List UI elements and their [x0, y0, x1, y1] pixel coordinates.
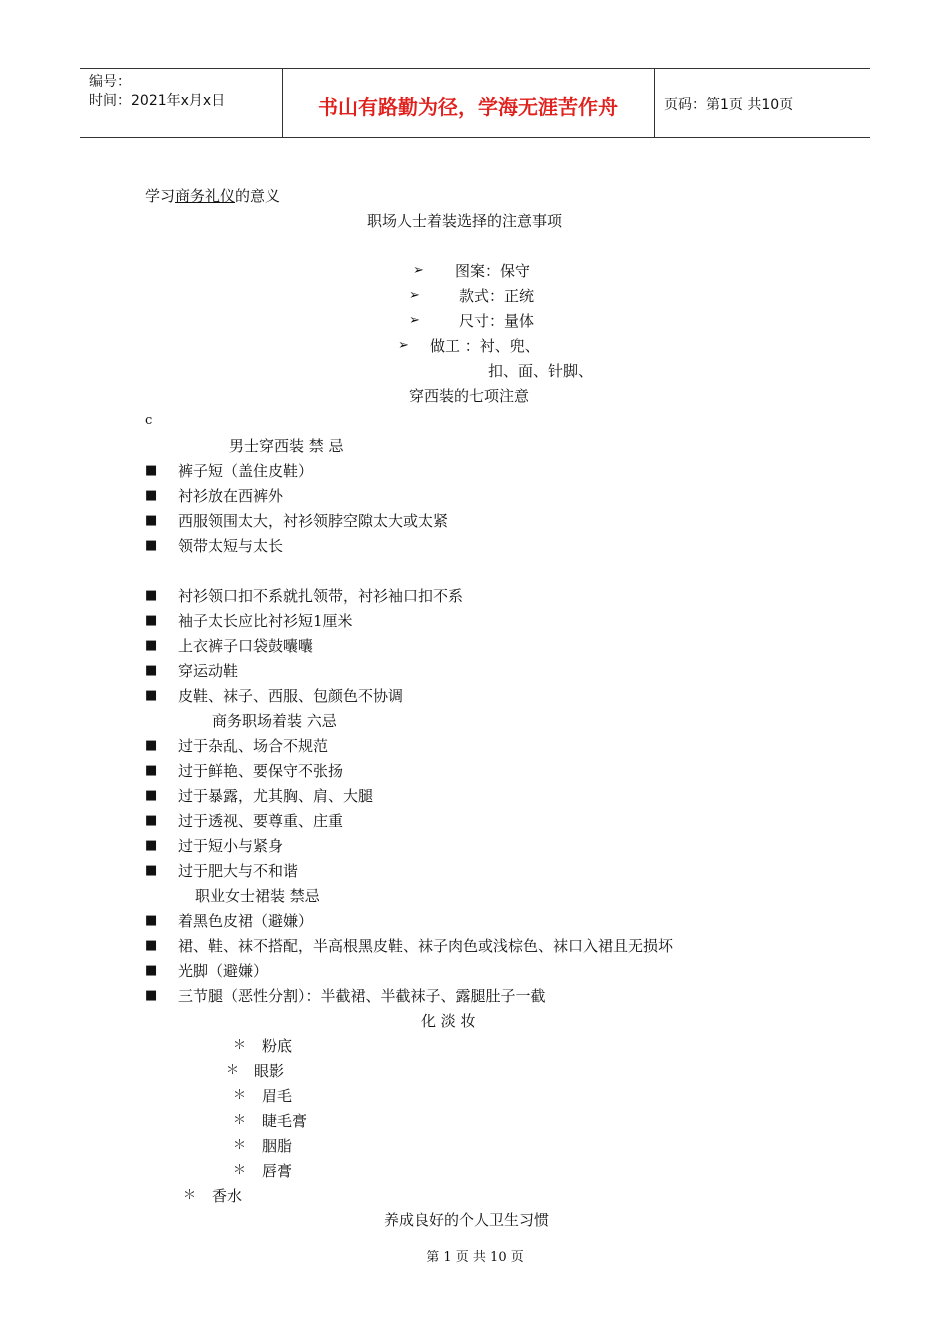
- men-item: 衬衫领口扣不系就扎领带，衬衫袖口扣不系: [178, 587, 464, 605]
- makeup-item: 粉底: [262, 1037, 293, 1055]
- page-header: [80, 68, 870, 138]
- biz-item: 过于透视、要尊重、庄重: [178, 812, 344, 830]
- square-bullet: ■: [145, 488, 158, 503]
- men-item: 上衣裤子口袋鼓囔囔: [178, 637, 314, 655]
- header-motto: 书山有路勤为径，学海无涯苦作舟: [318, 95, 618, 119]
- square-bullet: ■: [145, 588, 158, 603]
- star-bullet: ＊: [226, 1063, 240, 1078]
- biz-item: 过于短小与紧身: [178, 837, 284, 855]
- men-item: 袖子太长应比衬衫短1厘米: [178, 612, 353, 630]
- biz-item: 过于杂乱、场合不规范: [178, 737, 329, 755]
- women-item: 三节腿（恶性分割）：半截裙、半截袜子、露腿肚子一截: [178, 987, 546, 1005]
- attire-item: 款式：正统: [459, 287, 535, 305]
- biz-item: 过于肥大与不和谐: [178, 862, 299, 880]
- square-bullet: ■: [145, 863, 158, 878]
- makeup-title: 化 淡 妆: [421, 1012, 476, 1030]
- intro-suffix: 的意义: [235, 187, 281, 205]
- square-bullet: ■: [145, 513, 158, 528]
- men-item: 衬衫放在西裤外: [178, 487, 284, 505]
- header-page-label: 页码：第1页 共10页: [664, 97, 794, 113]
- square-bullet: ■: [145, 663, 158, 678]
- square-bullet: ■: [145, 738, 158, 753]
- attire-item: 做工 ：衬、兜、: [430, 337, 540, 355]
- attire-item: 图案：保守: [455, 262, 531, 280]
- time-label: 时间：2021年x月x日: [89, 93, 226, 109]
- square-bullet: ■: [145, 688, 158, 703]
- square-bullet: ■: [145, 963, 158, 978]
- square-bullet: ■: [145, 988, 158, 1003]
- header-divider: [654, 69, 655, 137]
- star-bullet: ＊: [183, 1188, 197, 1203]
- attire-item-cont: 扣、面、针脚、: [488, 362, 594, 380]
- square-bullet: ■: [145, 613, 158, 628]
- women-title: 职业女士裙装 禁忌: [195, 887, 320, 905]
- makeup-item: 眼影: [254, 1062, 285, 1080]
- star-bullet: ＊: [233, 1113, 247, 1128]
- intro-link[interactable]: 商务礼仪: [175, 187, 236, 205]
- square-bullet: ■: [145, 538, 158, 553]
- intro-line: [145, 186, 280, 206]
- square-bullet: ■: [145, 788, 158, 803]
- arrow-bullet: ➢: [398, 338, 409, 353]
- men-item: 领带太短与太长: [178, 537, 284, 555]
- arrow-bullet: ➢: [409, 288, 420, 303]
- women-item: 裙、鞋、袜不搭配，半高根黑皮鞋、袜子肉色或浅棕色、袜口入裙且无损坏: [178, 937, 674, 955]
- square-bullet: ■: [145, 813, 158, 828]
- biz-item: 过于鲜艳、要保守不张扬: [178, 762, 344, 780]
- star-bullet: ＊: [233, 1138, 247, 1153]
- header-meta: [89, 73, 225, 111]
- makeup-item: 唇膏: [262, 1162, 293, 1180]
- arrow-bullet: ➢: [409, 313, 420, 328]
- makeup-item: 胭脂: [262, 1137, 293, 1155]
- square-bullet: ■: [145, 638, 158, 653]
- suit-title: 穿西装的七项注意: [409, 387, 530, 405]
- arrow-bullet: ➢: [413, 263, 424, 278]
- intro-prefix: 学习: [145, 187, 176, 205]
- makeup-item: 睫毛膏: [262, 1112, 308, 1130]
- star-bullet: ＊: [233, 1088, 247, 1103]
- attire-title: 职场人士着装选择的注意事项: [367, 212, 563, 230]
- number-label: 编号：: [89, 74, 131, 90]
- stray-char: c: [145, 413, 153, 428]
- square-bullet: ■: [145, 463, 158, 478]
- square-bullet: ■: [145, 763, 158, 778]
- makeup-item: 香水: [212, 1187, 243, 1205]
- page-footer: 第 1 页 共 10 页: [426, 1250, 524, 1265]
- women-item: 着黑色皮裙（避嫌）: [178, 912, 314, 930]
- men-title: 男士穿西装 禁 忌: [229, 437, 344, 455]
- square-bullet: ■: [145, 838, 158, 853]
- attire-item: 尺寸：量体: [459, 312, 535, 330]
- star-bullet: ＊: [233, 1163, 247, 1178]
- biz-title: 商务职场着装 六忌: [212, 712, 337, 730]
- square-bullet: ■: [145, 913, 158, 928]
- makeup-item: 眉毛: [262, 1087, 293, 1105]
- men-item: 裤子短（盖住皮鞋）: [178, 462, 314, 480]
- star-bullet: ＊: [233, 1038, 247, 1053]
- hygiene-title: 养成良好的个人卫生习惯: [384, 1211, 550, 1229]
- men-item: 皮鞋、袜子、西服、包颜色不协调: [178, 687, 404, 705]
- women-item: 光脚（避嫌）: [178, 962, 269, 980]
- men-item: 西服领围太大，衬衫领脖空隙太大或太紧: [178, 512, 449, 530]
- men-item: 穿运动鞋: [178, 662, 239, 680]
- biz-item: 过于暴露，尤其胸、肩、大腿: [178, 787, 374, 805]
- square-bullet: ■: [145, 938, 158, 953]
